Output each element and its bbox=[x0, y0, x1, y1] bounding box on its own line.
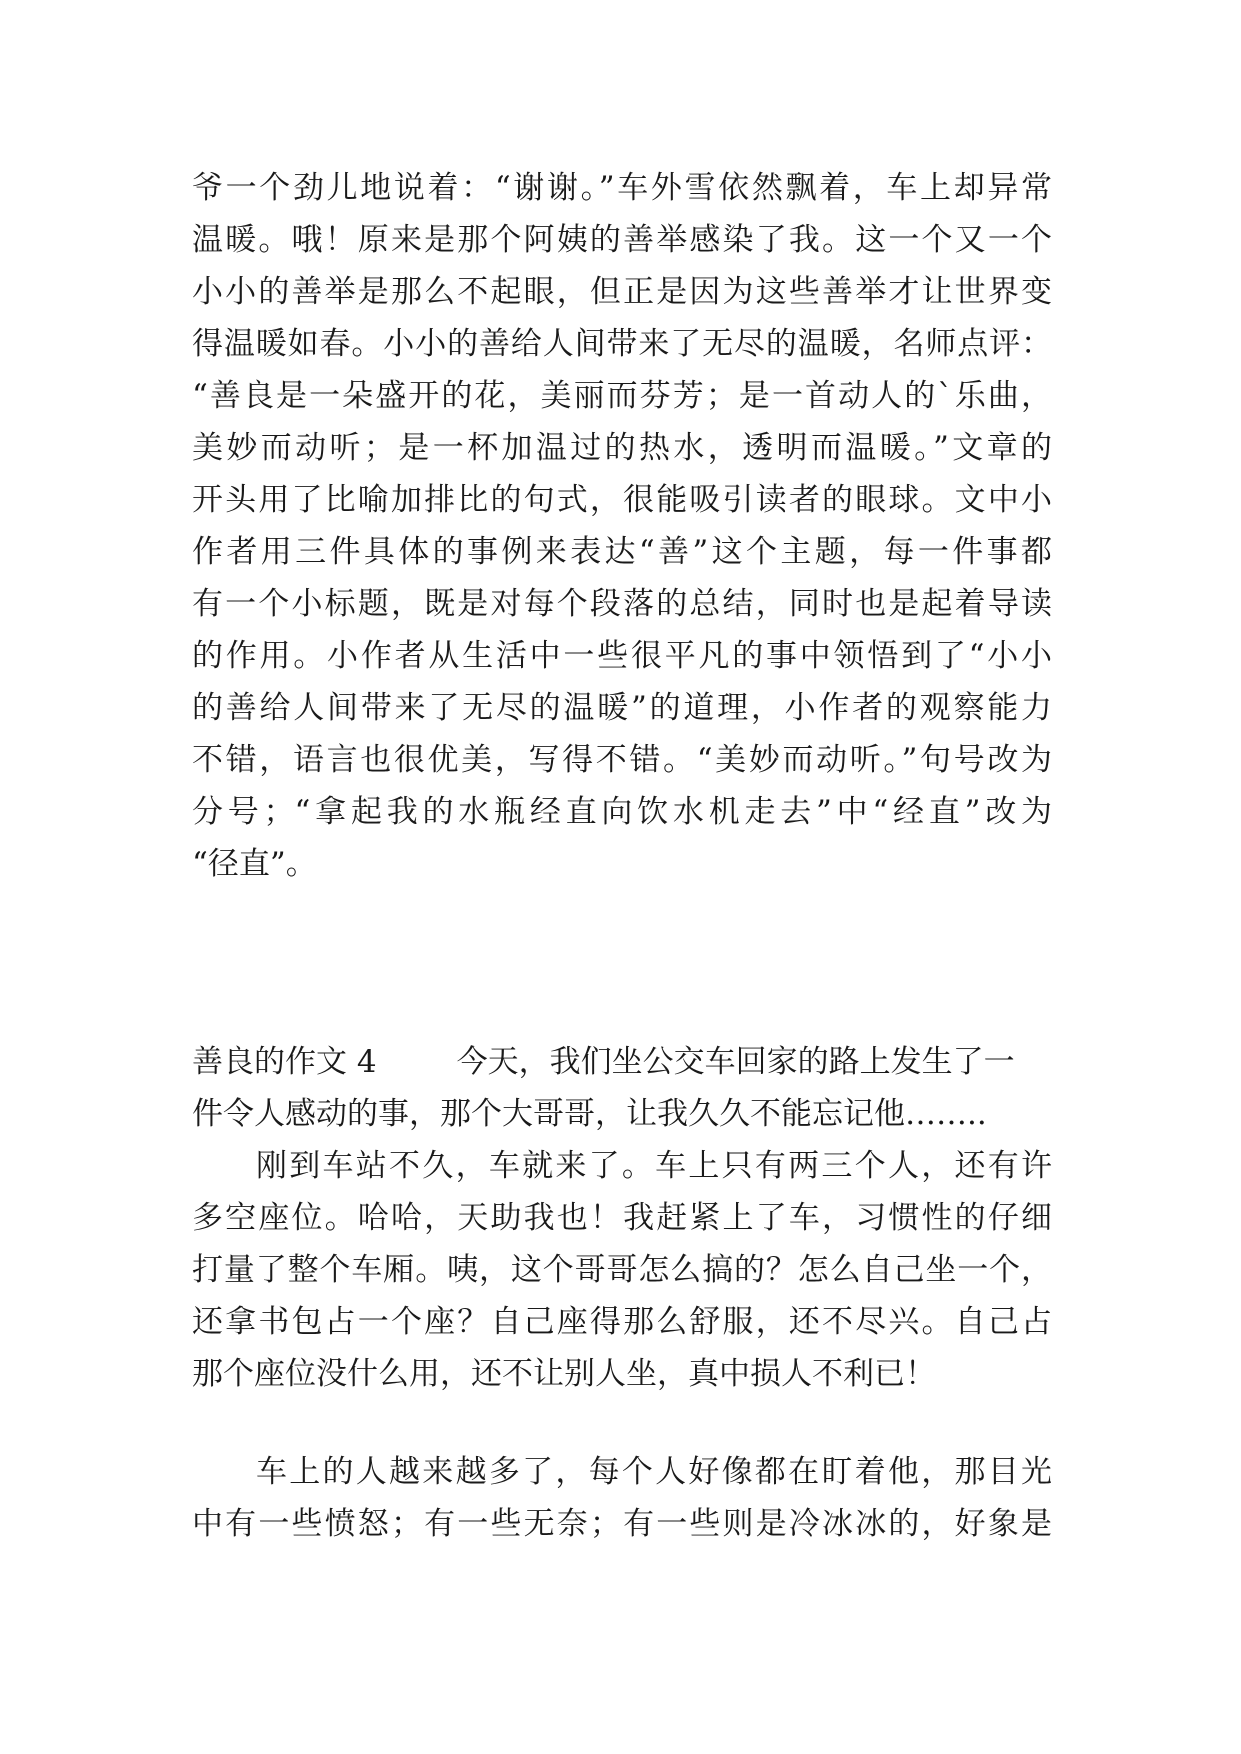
text-line: 温暖。哦！原来是那个阿姨的善举感染了我。这一个又一个 bbox=[192, 222, 1052, 258]
text-line: 那个座位没什么用，还不让别人坐，真中损人不利已！ bbox=[192, 1356, 936, 1392]
text-line: 作者用三件具体的事例来表达“善”这个主题，每一件事都 bbox=[192, 534, 1052, 570]
text-line: 得温暖如春。小小的善给人间带来了无尽的温暖，名师点评： bbox=[192, 326, 1052, 362]
text-line: 还拿书包占一个座？自己座得那么舒服，还不尽兴。自己占 bbox=[192, 1304, 1052, 1340]
text-line: 不错，语言也很优美，写得不错。“美妙而动听。”句号改为 bbox=[192, 742, 1052, 778]
essay-4-section bbox=[192, 1036, 1052, 1400]
text-line: 分号；“拿起我的水瓶经直向饮水机走去”中“经直”改为 bbox=[192, 794, 1052, 830]
text-line: 刚到车站不久，车就来了。车上只有两三个人，还有许 bbox=[256, 1148, 1052, 1184]
intro-text: 今天，我们坐公交车回家的路上发生了一 bbox=[456, 1044, 1015, 1080]
text-line: 中有一些愤怒；有一些无奈；有一些则是冷冰冰的，好象是 bbox=[192, 1506, 1052, 1542]
commentary-paragraph bbox=[192, 162, 1052, 890]
text-line: 车上的人越来越多了，每个人好像都在盯着他，那目光 bbox=[256, 1454, 1052, 1490]
text-line: “径直”。 bbox=[192, 846, 317, 882]
text-line: 开头用了比喻加排比的句式，很能吸引读者的眼球。文中小 bbox=[192, 482, 1052, 518]
text-line: “善良是一朵盛开的花，美丽而芬芳；是一首动人的`乐曲， bbox=[192, 378, 1052, 414]
essay-title-line bbox=[192, 1036, 1052, 1088]
text-line: 有一个小标题，既是对每个段落的总结，同时也是起着导读 bbox=[192, 586, 1052, 622]
text-line: 的作用。小作者从生活中一些很平凡的事中领悟到了“小小 bbox=[192, 638, 1052, 674]
text-line: 打量了整个车厢。咦，这个哥哥怎么搞的？怎么自己坐一个， bbox=[192, 1252, 1052, 1288]
text-line: 爷一个劲儿地说着：“谢谢。”车外雪依然飘着，车上却异常 bbox=[192, 170, 1052, 206]
text-line: 小小的善举是那么不起眼，但正是因为这些善举才让世界变 bbox=[192, 274, 1052, 310]
text-line: 美妙而动听；是一杯加温过的热水，透明而温暖。”文章的 bbox=[192, 430, 1052, 466]
text-line: 的善给人间带来了无尽的温暖”的道理，小作者的观察能力 bbox=[192, 690, 1052, 726]
essay-title: 善良的作文 4 bbox=[192, 1044, 377, 1080]
essay-4-paragraph-3 bbox=[192, 1446, 1052, 1550]
text-line: 件令人感动的事，那个大哥哥，让我久久不能忘记他…….. bbox=[192, 1096, 987, 1132]
text-line: 多空座位。哈哈，天助我也！我赶紧上了车，习惯性的仔细 bbox=[192, 1200, 1052, 1236]
